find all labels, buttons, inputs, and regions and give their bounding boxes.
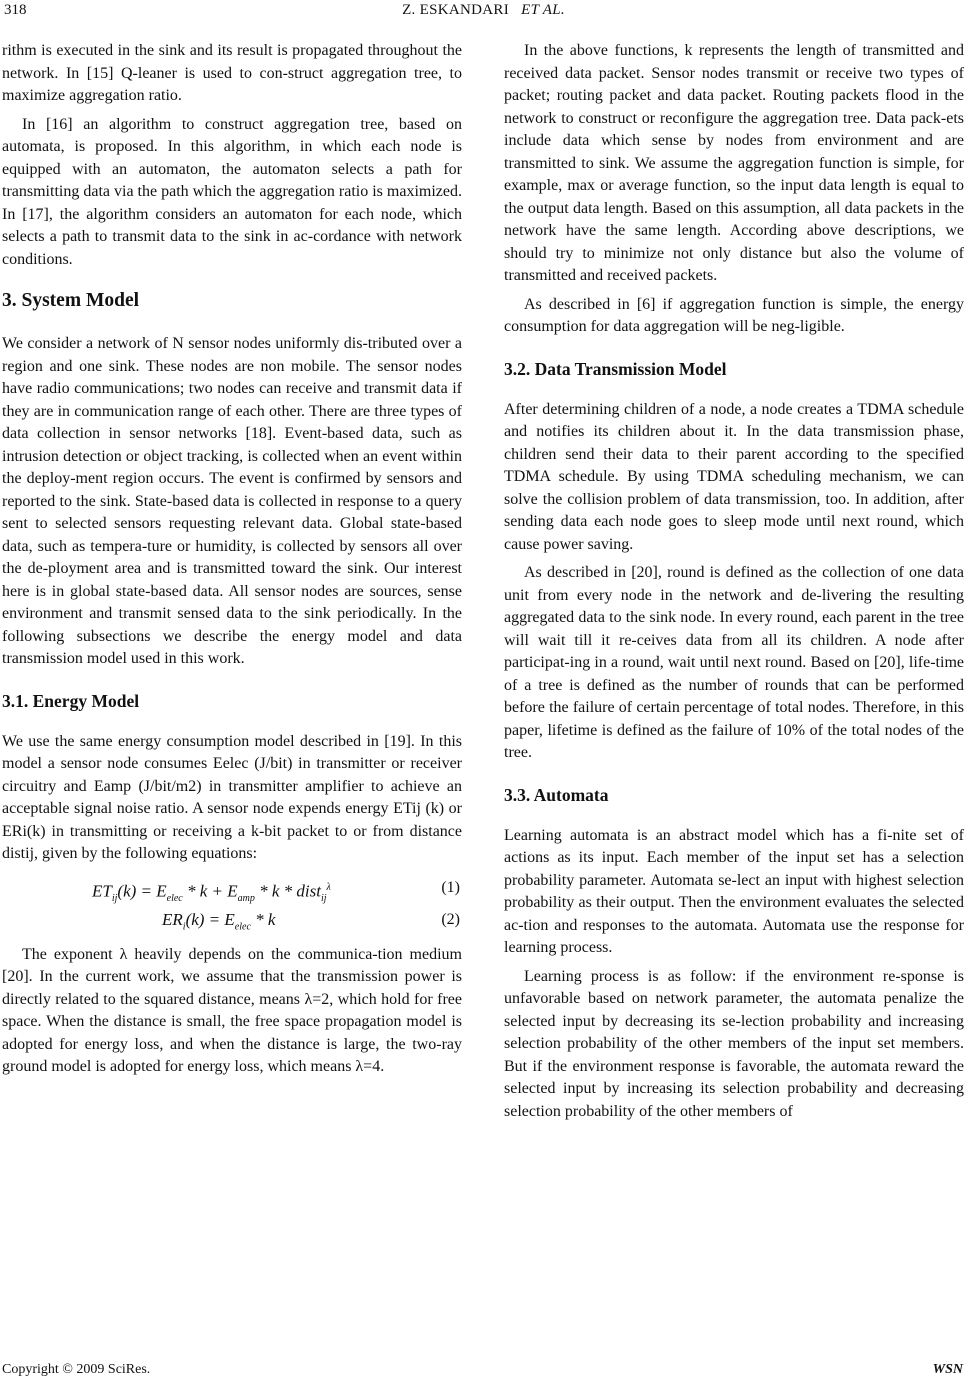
paragraph: We use the same energy consumption model described in [19]. In this model a sensor node consumes Eelec (J/bit) in transmitter or receiver circuitry and Eamp (J/bit/m2) in transmitter amplifier to achieve an acceptable signal noise ratio. A sensor node expends energy ETij (k) or ERi(k) in transmitting or receiving a k-bit packet to or from distance distij, given by the following equations: [2,732,462,862]
equation-1-number: (1) [441,878,460,896]
subsection-heading: 3.3. Automata [504,784,609,805]
section-heading: 3. System Model [2,290,140,311]
equation-2 [2,904,462,936]
equation-2-expression: $ER_i(k) = E_{elec} * k$ [162,909,276,932]
equation-1 [2,872,462,904]
paragraph: After determining children of a node, a node creates a TDMA schedule and notifies its children about it. In the data transmission phase, children send their data to their parent according to the specified TDMA schedule. By using TDMA scheduling mechanism, we can solve the collision problem of data transmission, too. In addition, after sending data each node goes to sleep mode until next round, which cause power saving. [504,400,964,553]
running-head-author: Z. ESKANDARI [402,2,509,18]
page-number: 318 [4,2,27,18]
paragraph: As described in [6] if aggregation function is simple, the energy consumption for data aggregation will be neg-ligible. [504,295,964,335]
footer-journal: WSN [932,1362,963,1377]
paragraph: In the above functions, k represents the length of transmitted and received data packet. Sensor nodes transmit or receive two types of packet; routing packet and data packet. Routing packets flood in the network to construct or reconfigure the aggregation tree. Data pack-ets include data which sense by nodes from environment and are transmitted to sink. We assume the aggregation function is simple, for example, max or average function, so the input data length is equal to the output data length. Based on this assumption, all data packets in the network have the same length. According above descriptions, we should try to minimize not only distance but also the volume of transmitted and received packets. [504,42,964,284]
equation-2-number: (2) [441,910,460,928]
paragraph: Learning automata is an abstract model which has a fi-nite set of actions as its input. Each member of the input set has a selection probability parameter. Automata se-lect an input with highest selection probability as their output. Then the environment evaluates the selected ac-tion and responses to the automata. Automata use the response for learning process. [504,826,964,956]
equation-1-expression: $ET_{ij}(k) = E_{elec} * k + E_{amp} * k$ * dist$_{ij}^\lambda$ [92,881,331,904]
subsection-heading: 3.1. Energy Model [2,690,140,711]
subsection-heading: 3.2. Data Transmission Model [504,358,727,379]
paragraph: The exponent λ heavily depends on the communica-tion medium [20]. In the current work, we assume that the transmission power is directly related to the squared distance, means λ=2, which hold for free space. When the distance is small, the free space propagation model is adopted for energy loss, and when the distance is large, the two-ray ground model is adopted for energy loss, which means λ=4. [2,945,462,1075]
paragraph: We consider a network of N sensor nodes uniformly dis-tributed over a region and one sink. These nodes are non mobile. The sensor nodes have radio communications; two nodes can receive and transmit data if they are in communication range of each other. There are three types of data collection in sensor networks [18]. Event-based data, such as intrusion detection or object tracking, is collected when an event within the deploy-ment region occurs. The event is confirmed by sensors and reported to the sink. State-based data is collected in response to a query sent to selected sensors requesting relevant data. Global state-based data, such as tempera-ture or humidity, is collected by sensors all over the de-ployment area and is transmitted toward the sink. Our interest here is in global state-based data. All sensor nodes are sources, sense environment and transmit sensed data to the sink periodically. In the following subsections we describe the energy model and data transmission model used in this work. [2,335,462,667]
footer-copyright: Copyright © 2009 SciRes. [2,1362,151,1377]
running-head-etal: ET AL. [521,2,565,18]
paragraph: As described in [20], round is defined as the collection of one data unit from every node in the network and de-livering the resulting aggregated data to the sink node. In every round, each parent in the tree will wait till it re-ceives data from all its children. A node after participat-ing in a round, wait until next round. Based on [20], life-time of a tree is defined as the number of rounds that can be performed before the failure of certain percentage of total nodes. Therefore, in this paper, lifetime is defined as the failure of 10% of the total nodes of the tree. [504,564,964,761]
paragraph: In [16] an algorithm to construct aggregation tree, based on automata, is proposed. In this algorithm, in which each node is equipped with an automaton, the automaton selects a path for transmitting data via the path which the aggregation ratio is maximized. In [17], the algorithm considers an automaton for each node, which selects a path to transmit data to the sink in ac-cordance with network conditions. [2,115,462,268]
left-column [2,40,462,1085]
right-column [504,40,964,1129]
paragraph: Learning process is as follow: if the environment re-sponse is unfavorable based on network parameter, the automata penalize the selected input by decreasing its se-lection probability and increasing selection probability of the other members of the input set members. But if the environment response is favorable, the automata reward the selected input by increasing its selection probability and decreasing selection probability of the other members of [504,967,964,1120]
running-head [0,2,967,19]
paragraph: rithm is executed in the sink and its result is propagated throughout the network. In [15] Q-leaner is used to con-struct aggregation tree, to maximize aggregation ratio. [2,42,462,104]
